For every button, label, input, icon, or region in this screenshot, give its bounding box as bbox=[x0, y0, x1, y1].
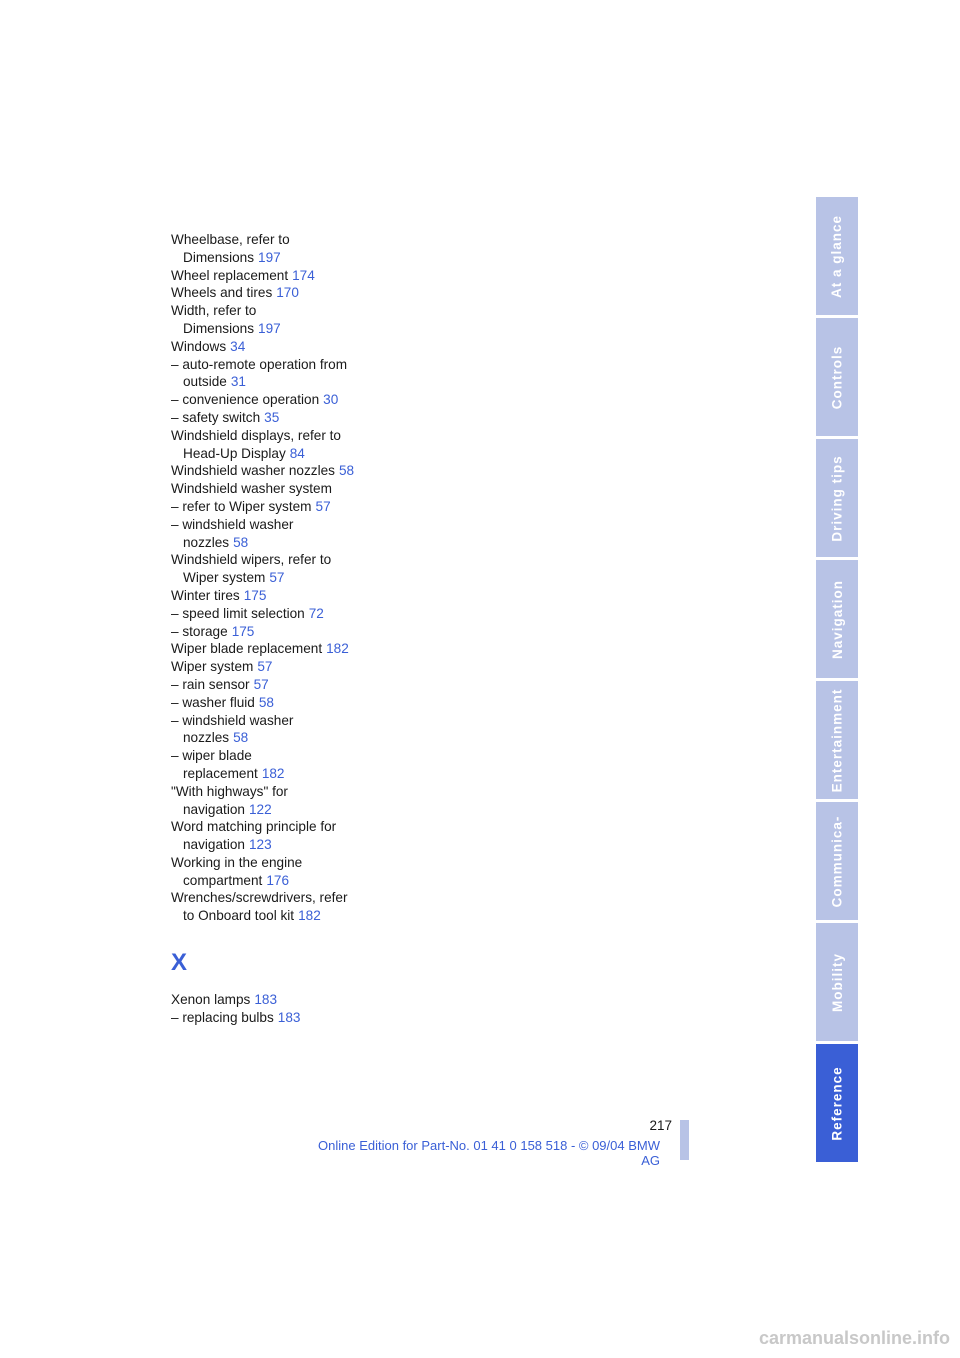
index-entry bbox=[171, 783, 431, 801]
index-entry bbox=[171, 640, 431, 658]
index-entry bbox=[171, 991, 431, 1009]
index-entry-text: Winter tires bbox=[171, 587, 240, 603]
index-entry-text: to Onboard tool kit bbox=[183, 908, 295, 924]
chapter-tab-label: Driving tips bbox=[829, 454, 845, 542]
page-number: 217 bbox=[649, 1118, 672, 1133]
watermark: carmanualsonline.info bbox=[758, 1328, 950, 1348]
index-entry-text: Wrenches/screwdrivers, refer bbox=[171, 890, 348, 906]
index-entry-text: navigation bbox=[183, 837, 245, 853]
index-entry-text: – replacing bulbs bbox=[171, 1009, 274, 1025]
index-entry bbox=[171, 587, 431, 605]
index-entry bbox=[171, 694, 431, 712]
index-entry bbox=[171, 249, 431, 267]
index-entry-text: – auto-remote operation from bbox=[171, 356, 348, 372]
index-entry bbox=[171, 284, 431, 302]
index-entry bbox=[171, 445, 431, 463]
index-entry-text: Wiper system bbox=[171, 659, 254, 675]
index-entry-text: Wheels and tires bbox=[171, 285, 273, 301]
index-page-link[interactable]: 182 bbox=[298, 908, 321, 924]
chapter-tab-driving-tips[interactable] bbox=[816, 439, 858, 557]
index-entry-text: navigation bbox=[183, 801, 245, 817]
index-page-link[interactable]: 182 bbox=[326, 641, 349, 657]
index-page-link[interactable]: 31 bbox=[230, 374, 246, 390]
section-letter-x: X bbox=[171, 949, 188, 977]
chapter-tab-label: Entertainment bbox=[829, 688, 845, 792]
entries-x bbox=[171, 991, 431, 1027]
chapter-tabs bbox=[816, 197, 858, 1160]
index-entry bbox=[171, 765, 431, 783]
index-entry-text: nozzles bbox=[183, 534, 230, 550]
index-entry bbox=[171, 551, 431, 569]
index-entry bbox=[171, 658, 431, 676]
index-page-link[interactable]: 30 bbox=[323, 392, 339, 408]
index-entry-text: – rain sensor bbox=[171, 676, 250, 692]
index-entry bbox=[171, 729, 431, 747]
chapter-tab-label: Navigation bbox=[829, 579, 845, 659]
chapter-tab-communica[interactable] bbox=[816, 802, 858, 920]
index-entry bbox=[171, 1009, 431, 1027]
index-entry-text: Wiper blade replacement bbox=[171, 641, 323, 657]
index-entry bbox=[171, 231, 431, 249]
index-entry-text: Windshield displays, refer to bbox=[171, 427, 341, 443]
index-entry bbox=[171, 712, 431, 730]
index-entry bbox=[171, 605, 431, 623]
index-entry bbox=[171, 818, 431, 836]
index-entry bbox=[171, 836, 431, 854]
chapter-tab-reference[interactable] bbox=[816, 1044, 858, 1162]
index-entry-text: – convenience operation bbox=[171, 392, 320, 408]
index-page-link[interactable]: 175 bbox=[243, 587, 267, 603]
index-page-link[interactable]: 34 bbox=[230, 338, 246, 354]
index-page-link[interactable]: 58 bbox=[233, 730, 249, 746]
index-page-link[interactable]: 72 bbox=[308, 605, 324, 621]
index-entry bbox=[171, 391, 431, 409]
index-entry-text: – refer to Wiper system bbox=[171, 498, 312, 514]
index-entry-text: – safety switch bbox=[171, 409, 261, 425]
index-entry bbox=[171, 373, 431, 391]
index-page-link[interactable]: 197 bbox=[258, 320, 281, 336]
index-page-link[interactable]: 183 bbox=[277, 1009, 301, 1025]
chapter-tab-at-a-glance[interactable] bbox=[816, 197, 858, 315]
index-entry-text: Head-Up Display bbox=[183, 445, 286, 461]
index-page-link[interactable]: 182 bbox=[261, 765, 285, 781]
index-entry bbox=[171, 302, 431, 320]
index-page-link[interactable]: 123 bbox=[248, 837, 272, 853]
index-entry-text: Word matching principle for bbox=[171, 819, 337, 835]
index-page-link[interactable]: 58 bbox=[258, 694, 274, 710]
index-entry bbox=[171, 462, 431, 480]
index-entry-text: – washer fluid bbox=[171, 694, 255, 710]
chapter-tab-label: At a glance bbox=[829, 214, 845, 298]
index-page-link[interactable]: 57 bbox=[253, 676, 269, 692]
index-entry-text: Windshield washer nozzles bbox=[171, 463, 335, 479]
index-column bbox=[171, 231, 431, 1027]
page-number-strip bbox=[680, 1120, 689, 1160]
index-entry-text: nozzles bbox=[183, 730, 230, 746]
index-page-link[interactable]: 57 bbox=[269, 570, 285, 586]
index-entry-text: Dimensions bbox=[183, 320, 255, 336]
index-page-link[interactable]: 183 bbox=[254, 992, 278, 1008]
chapter-tab-entertainment[interactable] bbox=[816, 681, 858, 799]
chapter-tab-label: Communica- bbox=[829, 815, 845, 907]
chapter-tab-mobility[interactable] bbox=[816, 923, 858, 1041]
index-entry-text: – windshield washer bbox=[171, 712, 294, 728]
chapter-tab-label: Controls bbox=[829, 345, 845, 409]
index-page-link[interactable]: 174 bbox=[292, 267, 315, 283]
index-entry-text: Dimensions bbox=[183, 249, 255, 265]
chapter-tab-controls[interactable] bbox=[816, 318, 858, 436]
index-entry-text: – speed limit selection bbox=[171, 605, 305, 621]
index-entry bbox=[171, 498, 431, 516]
index-entry bbox=[171, 427, 431, 445]
index-page-link[interactable]: 197 bbox=[258, 249, 281, 265]
index-entry-text: Windshield wipers, refer to bbox=[171, 552, 332, 568]
index-entry-text: – windshield washer bbox=[171, 516, 294, 532]
index-entry-text: – storage bbox=[171, 623, 228, 639]
index-page-link[interactable]: 170 bbox=[276, 285, 299, 301]
index-entry bbox=[171, 907, 431, 925]
index-page-link[interactable]: 57 bbox=[257, 659, 273, 675]
index-entry bbox=[171, 356, 431, 374]
index-page-link[interactable]: 57 bbox=[315, 498, 331, 514]
index-entry-text: replacement bbox=[183, 765, 258, 781]
index-entry bbox=[171, 534, 431, 552]
index-entry bbox=[171, 889, 431, 907]
index-entry bbox=[171, 872, 431, 890]
index-entry bbox=[171, 623, 431, 641]
index-entry bbox=[171, 338, 431, 356]
index-page-link[interactable]: 122 bbox=[248, 801, 272, 817]
index-entry-text: Windshield washer system bbox=[171, 481, 332, 497]
index-entry-text: "With highways" for bbox=[171, 783, 288, 799]
index-entry-text: Wheelbase, refer to bbox=[171, 232, 290, 247]
index-entry bbox=[171, 747, 431, 765]
index-page-link[interactable]: 176 bbox=[266, 872, 290, 888]
index-page-link[interactable]: 175 bbox=[231, 623, 255, 639]
index-page-link[interactable]: 58 bbox=[338, 463, 355, 479]
index-page-link[interactable]: 84 bbox=[289, 445, 305, 461]
footer-edition-text: Online Edition for Part-No. 01 41 0 158 518 - © 09/04 BMW AG bbox=[318, 1138, 660, 1168]
index-entry bbox=[171, 480, 431, 498]
chapter-tab-navigation[interactable] bbox=[816, 560, 858, 678]
index-entry-text: compartment bbox=[183, 872, 263, 888]
index-page-link[interactable]: 35 bbox=[264, 409, 280, 425]
index-entry-text: Windows bbox=[171, 338, 227, 354]
index-entry bbox=[171, 801, 431, 819]
index-entry bbox=[171, 409, 431, 427]
index-entry bbox=[171, 569, 431, 587]
index-entry bbox=[171, 267, 431, 285]
index-entry-text: Xenon lamps bbox=[171, 992, 251, 1008]
index-entry-text: Wiper system bbox=[183, 570, 266, 586]
index-entry-text: – wiper blade bbox=[171, 748, 252, 764]
chapter-tab-label: Mobility bbox=[829, 952, 845, 1012]
index-entry bbox=[171, 676, 431, 694]
index-entry bbox=[171, 320, 431, 338]
index-page-link[interactable]: 58 bbox=[233, 534, 249, 550]
index-entry-text: Width, refer to bbox=[171, 303, 257, 319]
entries-w bbox=[171, 231, 431, 925]
index-entry bbox=[171, 854, 431, 872]
index-entry-text: Wheel replacement bbox=[171, 267, 289, 283]
index-entry bbox=[171, 516, 431, 534]
chapter-tab-label: Reference bbox=[829, 1065, 845, 1141]
index-entry-text: outside bbox=[183, 374, 227, 390]
index-entry-text: Working in the engine bbox=[171, 854, 303, 870]
